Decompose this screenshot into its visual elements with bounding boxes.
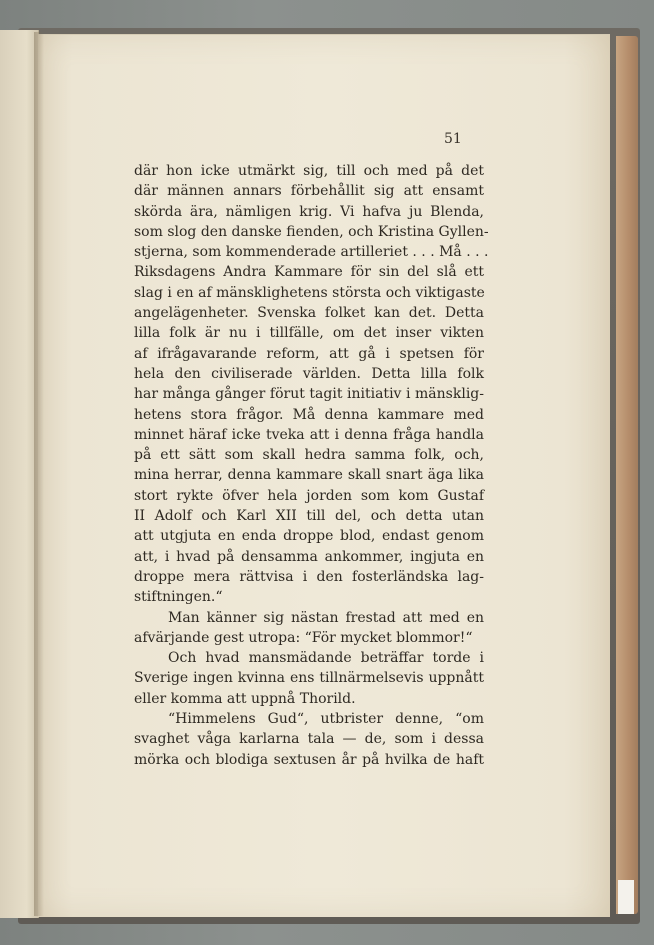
page-edges [616,36,638,914]
text-line: af ifrågavarande reform, att gå i spetsen för [134,345,484,362]
page-number: 51 [444,131,462,147]
text-line: svaghet våga karlarna tala — de, som i dessa [134,731,484,748]
text-line: Riksdagens Andra Kammare för sin del slå ett [134,264,484,281]
book-page [38,34,610,917]
text-line: afvärjande gest utropa: “För mycket blommor!“ [134,629,473,646]
text-line: som slog den danske fienden, och Kristina Gyllen- [134,223,489,240]
text-line: hetens stora frågor. Må denna kammare med [134,406,484,423]
text-line: Man känner sig nästan frestad att med en [168,609,484,626]
text-line: lilla folk är nu i tillfälle, om det inser vikten [134,325,484,342]
text-line: där hon icke utmärkt sig, till och med på det [134,163,484,179]
text-line: mina herrar, denna kammare skall snart äga lika [134,467,484,484]
text-line: Och hvad mansmädande beträffar torde i [168,650,484,667]
text-line: II Adolf och Karl XII till del, och detta utan [134,508,484,525]
page-text [134,161,489,770]
text-line: att utgjuta en enda droppe blod, endast genom [134,528,484,545]
text-line: droppe mera rättvisa i den fosterländska lag- [134,568,484,585]
text-line: “Himmelens Gud“, utbrister denne, “om [168,711,484,728]
text-line: hela den civiliserade världen. Detta lilla folk [134,365,484,382]
text-line: har många gånger förut tagit initiativ i mänsklig- [134,386,484,403]
text-line: mörka och blodiga sextusen år på hvilka de haft [134,751,484,768]
text-line: stiftningen.“ [134,589,223,606]
text-line: där männen annars förbehållit sig att ensamt [134,183,484,200]
text-line: att, i hvad på densamma ankommer, ingjuta en [134,548,484,565]
text-line: stjerna, som kommenderade artilleriet . . . Må . . . [134,244,489,261]
text-line: angelägenheter. Svenska folket kan det. Detta [134,305,484,322]
text-line: på ett sätt som skall hedra samma folk, och, [134,447,484,464]
text-line: slag i en af mänsklighetens största och viktigaste [134,284,485,301]
page-gutter-shadow [34,32,44,916]
text-line: minnet häraf icke tveka att i denna fråga handla [134,426,484,443]
text-line: eller komma att uppnå Thorild. [134,690,356,707]
text-line: stort rykte öfver hela jorden som kom Gustaf [134,487,484,504]
text-line: skörda ära, nämligen krig. Vi hafva ju Blenda, [134,203,484,220]
text-line: Sverige ingen kvinna ens tillnärmelsevis uppnått [134,670,484,687]
page-edge-corner [618,880,634,914]
